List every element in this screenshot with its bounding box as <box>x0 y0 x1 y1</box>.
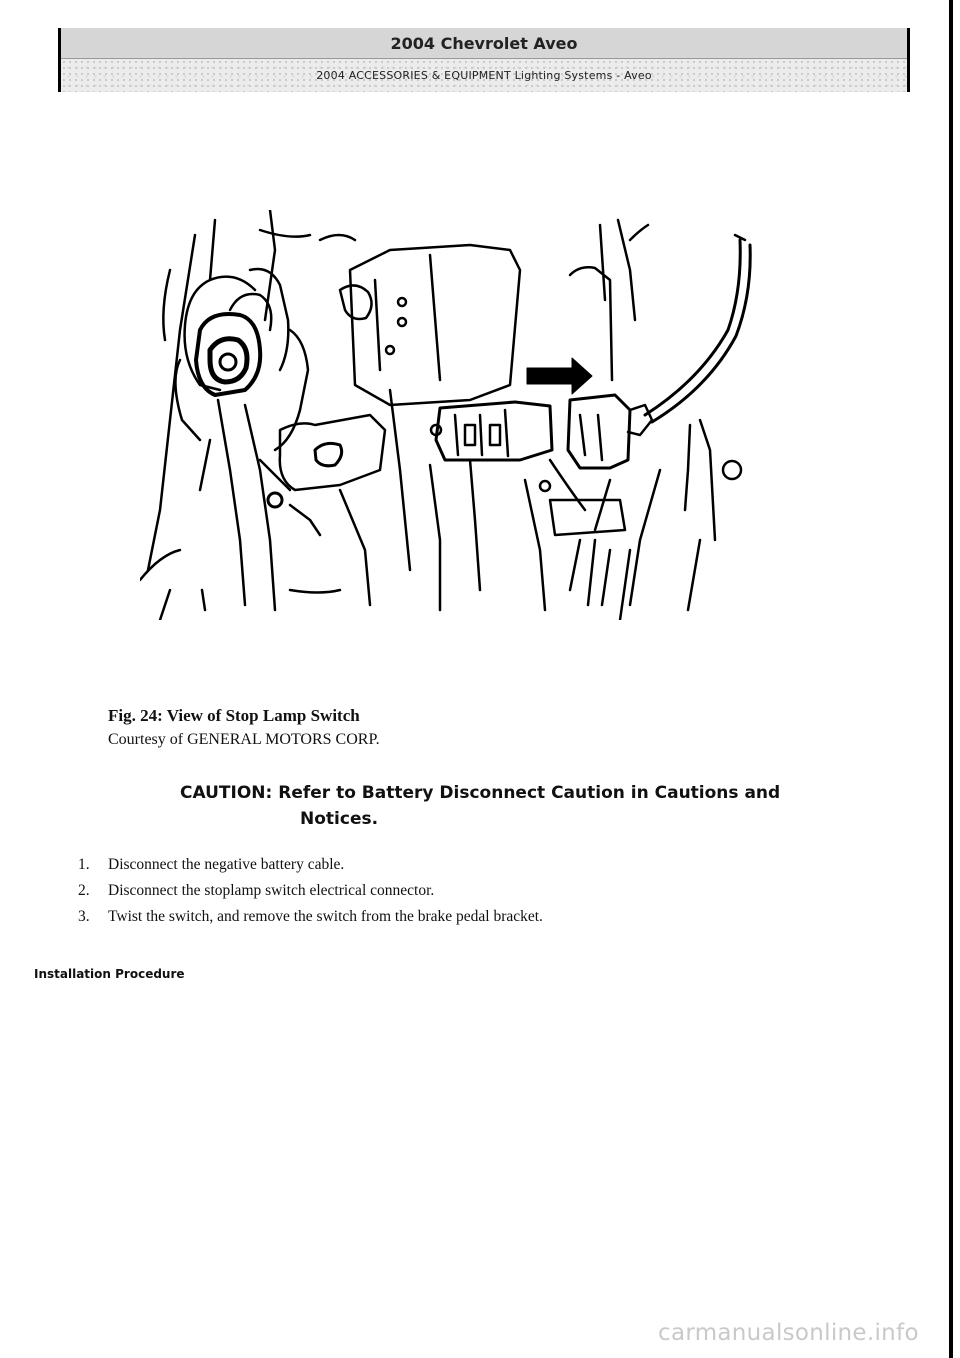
step-text: Twist the switch, and remove the switch from the brake pedal bracket. <box>108 908 543 925</box>
page-right-border <box>949 0 953 1358</box>
caution-notice <box>180 780 880 832</box>
step-text: Disconnect the negative battery cable. <box>108 856 345 873</box>
step-text: Disconnect the stoplamp switch electrical connector. <box>108 882 435 899</box>
step-number: 3. <box>78 908 90 925</box>
step-number: 2. <box>78 882 90 899</box>
figure-credit: Courtesy of GENERAL MOTORS CORP. <box>108 731 380 748</box>
removal-steps-list <box>78 856 543 934</box>
document-title: 2004 Chevrolet Aveo <box>61 28 907 59</box>
watermark: carmanualsonline.info <box>658 1320 919 1346</box>
list-item <box>78 882 543 908</box>
list-item <box>78 856 543 882</box>
stop-lamp-switch-illustration <box>140 210 760 620</box>
installation-procedure-heading: Installation Procedure <box>34 967 185 981</box>
step-number: 1. <box>78 856 90 873</box>
document-subtitle: 2004 ACCESSORIES & EQUIPMENT Lighting Systems - Aveo <box>61 59 907 92</box>
caution-line-2: Notices. <box>300 809 379 829</box>
caution-line-1: CAUTION: Refer to Battery Disconnect Caution in Cautions and <box>180 783 781 803</box>
list-item <box>78 908 543 934</box>
page-header <box>58 28 910 92</box>
figure-caption: Fig. 24: View of Stop Lamp Switch <box>108 706 360 725</box>
